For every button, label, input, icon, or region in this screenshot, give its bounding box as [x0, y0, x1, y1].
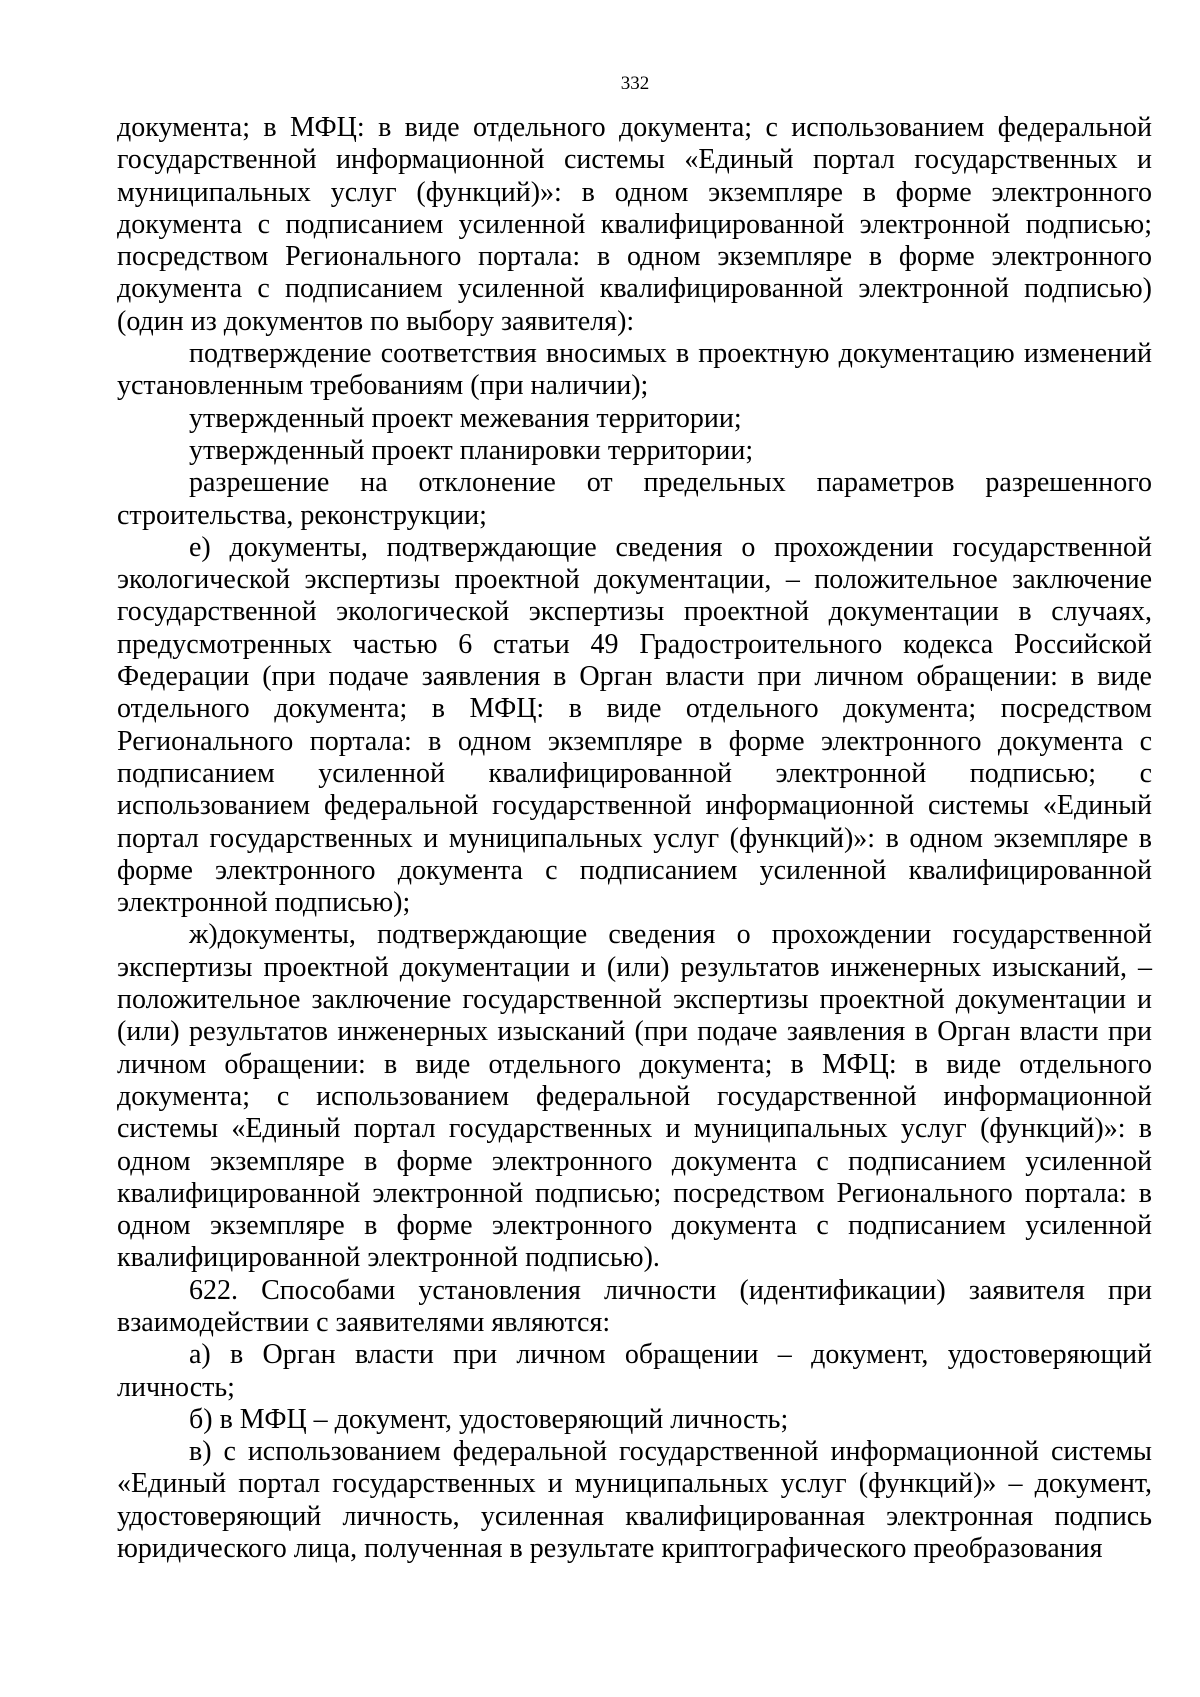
paragraph-item-zh: ж)документы, подтверждающие сведения о прохождении государственной экспертизы проектной документации и (или) результатов инженерных изысканий, – положительное заключение государственной экспертизы проектной документации и (или) результатов инженерных изысканий (при подаче заявления в Орган власти при личном обращении: в виде отдельного документа; в МФЦ: в виде отдельного документа; с использованием федеральной государственной информационной системы «Единый портал государственных и муниципальных услуг (функций)»: в одном экземпляре в форме электронного документа с подписанием усиленной квалифицированной электронной подписью; посредством Регионального портала: в одном экземпляре в форме электронного документа с подписанием усиленной квалифицированной электронной подписью). — [117, 919, 1152, 1274]
page-number: 332 — [620, 73, 650, 94]
document-body — [117, 112, 1152, 1565]
paragraph-item-e: е) документы, подтверждающие сведения о прохождении государственной экологической экспертизы проектной документации, – положительное заключение государственной экологической экспертизы проектной документации в случаях, предусмотренных частью 6 статьи 49 Градостроительного кодекса Российской Федерации (при подаче заявления в Орган власти при личном обращении: в виде отдельного документа; в МФЦ: в виде отдельного документа; посредством Регионального портала: в одном экземпляре в форме электронного документа с подписанием усиленной квалифицированной электронной подписью; с использованием федеральной государственной информационной системы «Единый портал государственных и муниципальных услуг (функций)»: в одном экземпляре в форме электронного документа с подписанием усиленной квалифицированной электронной подписью); — [117, 531, 1152, 919]
paragraph-section-622: 622. Способами установления личности (идентификации) заявителя при взаимодействии с заявителями являются: — [117, 1274, 1152, 1338]
paragraph-item-a: а) в Орган власти при личном обращении – документ, удостоверяющий личность; — [117, 1339, 1152, 1403]
paragraph-continuation: документа; в МФЦ: в виде отдельного документа; с использованием федеральной государственной информационной системы «Единый портал государственных и муниципальных услуг (функций)»: в одном экземпляре в форме электронного документа с подписанием усиленной квалифицированной электронной подписью; посредством Регионального портала: в одном экземпляре в форме электронного документа с подписанием усиленной квалифицированной электронной подписью) (один из документов по выбору заявителя): — [117, 112, 1152, 337]
paragraph-list-item: утвержденный проект межевания территории; — [189, 402, 742, 434]
paragraph-item-b: б) в МФЦ – документ, удостоверяющий личность; — [189, 1403, 789, 1435]
paragraph-list-item: утвержденный проект планировки территории; — [189, 434, 754, 466]
paragraph-list-item: разрешение на отклонение от предельных параметров разрешенного строительства, реконструкции; — [117, 467, 1152, 531]
paragraph-list-item: подтверждение соответствия вносимых в проектную документацию изменений установленным требованиям (при наличии); — [117, 338, 1152, 402]
paragraph-item-v: в) с использованием федеральной государственной информационной системы «Единый портал государственных и муниципальных услуг (функций)» – документ, удостоверяющий личность, усиленная квалифицированная электронная подпись юридического лица, полученная в результате криптографического преобразования — [117, 1436, 1152, 1565]
